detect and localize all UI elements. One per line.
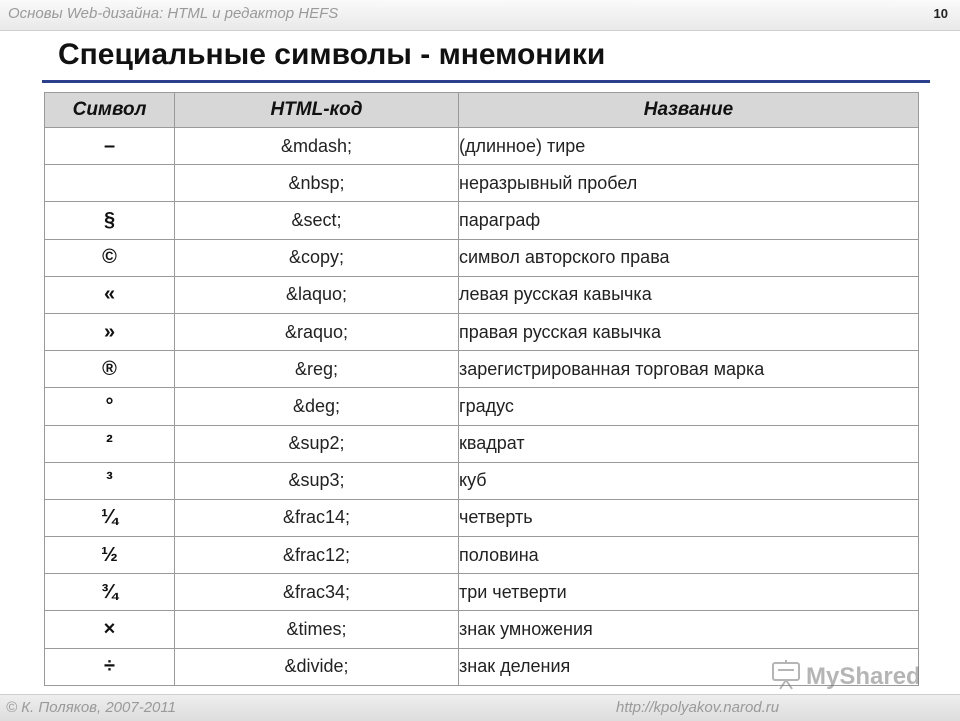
name-cell: знак умножения bbox=[459, 611, 919, 648]
title-underline bbox=[42, 80, 930, 83]
html-code-cell: &divide; bbox=[175, 648, 459, 685]
footer-band bbox=[0, 694, 960, 721]
name-cell: параграф bbox=[459, 202, 919, 239]
symbol-cell: © bbox=[45, 239, 175, 276]
slide-title: Специальные символы - мнемоники bbox=[58, 38, 606, 71]
symbol-cell: ² bbox=[45, 425, 175, 462]
table-body bbox=[45, 128, 919, 686]
html-code-cell: &nbsp; bbox=[175, 165, 459, 202]
symbol-cell: § bbox=[45, 202, 175, 239]
table-row bbox=[45, 425, 919, 462]
name-cell: символ авторского права bbox=[459, 239, 919, 276]
html-code-cell: &sup2; bbox=[175, 425, 459, 462]
html-code-cell: &frac34; bbox=[175, 574, 459, 611]
table-row bbox=[45, 537, 919, 574]
html-code-cell: &mdash; bbox=[175, 128, 459, 165]
html-code-cell: &sup3; bbox=[175, 462, 459, 499]
html-code-cell: &raquo; bbox=[175, 313, 459, 350]
name-cell: зарегистрированная торговая марка bbox=[459, 351, 919, 388]
symbol-cell: ÷ bbox=[45, 648, 175, 685]
column-header-name: Название bbox=[459, 93, 919, 128]
table-row bbox=[45, 276, 919, 313]
name-cell: половина bbox=[459, 537, 919, 574]
table-header-row bbox=[45, 93, 919, 128]
name-cell: три четверти bbox=[459, 574, 919, 611]
html-code-cell: &frac12; bbox=[175, 537, 459, 574]
header-band bbox=[0, 0, 960, 31]
table-row bbox=[45, 239, 919, 276]
html-code-cell: &copy; bbox=[175, 239, 459, 276]
html-code-cell: &frac14; bbox=[175, 499, 459, 536]
table-row bbox=[45, 351, 919, 388]
symbol-cell: ³ bbox=[45, 462, 175, 499]
table-row bbox=[45, 165, 919, 202]
name-cell: градус bbox=[459, 388, 919, 425]
table-row bbox=[45, 462, 919, 499]
myshared-watermark bbox=[770, 658, 930, 692]
table-row bbox=[45, 388, 919, 425]
symbol-cell: × bbox=[45, 611, 175, 648]
html-code-cell: &times; bbox=[175, 611, 459, 648]
table-row bbox=[45, 611, 919, 648]
name-cell: неразрывный пробел bbox=[459, 165, 919, 202]
html-code-cell: &reg; bbox=[175, 351, 459, 388]
column-header-symbol: Символ bbox=[45, 93, 175, 128]
name-cell: (длинное) тире bbox=[459, 128, 919, 165]
course-title: Основы Web-дизайна: HTML и редактор HEFS bbox=[8, 5, 339, 22]
projector-screen-icon bbox=[773, 660, 799, 689]
symbol-cell: ½ bbox=[45, 537, 175, 574]
table-row bbox=[45, 128, 919, 165]
html-code-cell: &sect; bbox=[175, 202, 459, 239]
name-cell: четверть bbox=[459, 499, 919, 536]
symbol-cell: » bbox=[45, 313, 175, 350]
symbols-table bbox=[44, 92, 919, 686]
page-number: 10 bbox=[933, 6, 948, 21]
name-cell: квадрат bbox=[459, 425, 919, 462]
name-cell: куб bbox=[459, 462, 919, 499]
symbol-cell: ¾ bbox=[45, 574, 175, 611]
symbol-cell: ¼ bbox=[45, 499, 175, 536]
footer-author: © К. Поляков, 2007-2011 bbox=[6, 699, 176, 716]
table-row bbox=[45, 499, 919, 536]
footer-url: http://kpolyakov.narod.ru bbox=[616, 699, 780, 716]
table-row bbox=[45, 202, 919, 239]
name-cell: левая русская кавычка bbox=[459, 276, 919, 313]
html-code-cell: &laquo; bbox=[175, 276, 459, 313]
table-row bbox=[45, 574, 919, 611]
symbol-cell: « bbox=[45, 276, 175, 313]
table-row bbox=[45, 313, 919, 350]
column-header-code: HTML-код bbox=[175, 93, 459, 128]
symbol-cell: ° bbox=[45, 388, 175, 425]
name-cell: правая русская кавычка bbox=[459, 313, 919, 350]
name-cell: знак деления bbox=[459, 648, 919, 685]
symbol-cell: – bbox=[45, 128, 175, 165]
symbol-cell: ® bbox=[45, 351, 175, 388]
symbol-cell bbox=[45, 165, 175, 202]
watermark-text: MyShared bbox=[806, 663, 921, 690]
html-code-cell: &deg; bbox=[175, 388, 459, 425]
